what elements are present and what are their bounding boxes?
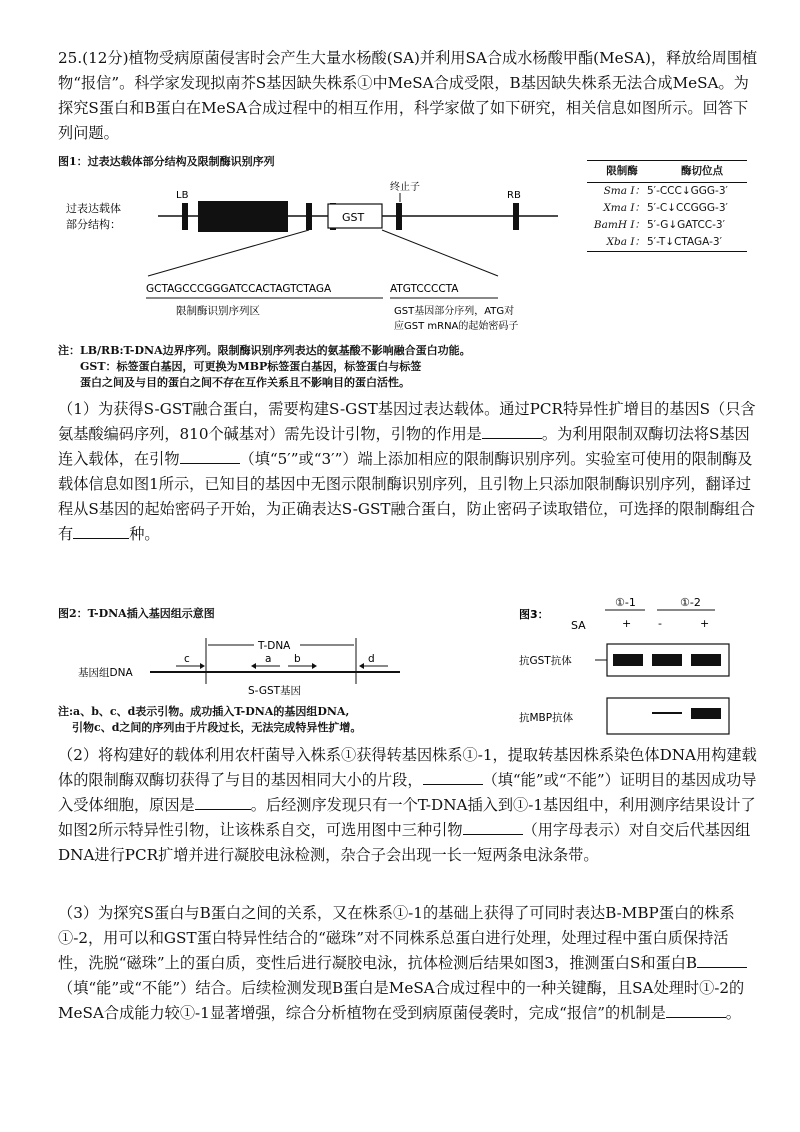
- enzyme-row: Sma I： 5′-CCC↓GGG-3′: [603, 185, 728, 197]
- answer-blank-2[interactable]: [180, 449, 240, 464]
- gst-antibody-label: 抗GST抗体: [519, 655, 572, 667]
- seq-left-label: 限制酶识别序列区: [176, 305, 260, 317]
- rb-label: RB: [507, 190, 521, 201]
- sgst-label: S-GST基因: [248, 685, 302, 697]
- question-intro: 25.(12分)植物受病原菌侵害时会产生大量水杨酸(SA)并利用SA合成水杨酸甲酯(MeSA)，释放给周围植物“报信”。科学家发现拟南芥S基因缺失株系①中MeSA合成受限，B基因缺失株系无法合成MeSA。为探究S蛋白和B蛋白在MeSA合成过程中的相互作用，科学家做了如下研究，相关信息如图所示。回答下列问题。: [58, 49, 758, 142]
- genome-label: 基因组DNA: [78, 667, 133, 679]
- seq-right-label-1: GST基因部分序列，ATG对: [394, 306, 515, 317]
- tdna-label: T-DNA: [258, 640, 291, 652]
- fig1-note-1: 注：LB/RB:T-DNA边界序列。限制酶识别序列表达的氨基酸不影响融合蛋白功能。: [58, 344, 471, 357]
- insert-mark-left: [306, 203, 312, 230]
- fig1-title: 图1：过表达载体部分结构及限制酶识别序列: [58, 155, 275, 168]
- primer-a-label: a: [265, 653, 272, 665]
- table-header-site: 酶切位点: [681, 165, 723, 177]
- gst-band-3: [691, 654, 721, 666]
- group2-label: ①-2: [680, 596, 701, 609]
- table-header-enzyme: 限制酶: [606, 165, 638, 177]
- fig2-title: 图2：T-DNA插入基因组示意图: [58, 607, 215, 620]
- enzyme-row: Xma I： 5′-C↓CCGGG-3′: [603, 202, 728, 214]
- fig1-vector-diagram: [58, 168, 588, 338]
- lb-mark: [182, 203, 188, 230]
- lane-2-sign: -: [658, 617, 662, 630]
- enzyme-row: BamH I： 5′-G↓GATCC-3′: [593, 219, 725, 231]
- question-1: （1）为获得S-GST融合蛋白，需要构建S-GST基因过表达载体。通过PCR特异性扩增目的基因S（只含氨基酸编码序列，810个碱基对）需先设计引物，引物的作用是 。为利用限制双酶切法将S基因连入载体，在引物 （填“5′”或“3′”）端上添加相应的限制酶识别序列。实验室可使用的限制酶及载体信息如图1所示，已知目的基因中无图示限制酶识别序列，且引物上只添加限制酶识别序列，翻译过程从S基因的起始密码子开始，为正确表达S-GST融合蛋白，防止密码子读取错位，可选择的限制酶组合有 种。: [58, 400, 756, 543]
- terminator-label: 终止子: [390, 182, 420, 193]
- gst-band-1: [613, 654, 643, 666]
- mbp-antibody-label: 抗MBP抗体: [519, 712, 574, 724]
- gst-label: GST: [342, 211, 365, 224]
- enzyme-table-header: [587, 160, 747, 183]
- fig1-note-3: 蛋白之间及与目的蛋白之间不存在互作关系且不影响目的蛋白活性。: [80, 376, 410, 389]
- fig1-note-2: GST：标签蛋白基因，可更换为MBP标签蛋白基因，标签蛋白与标签: [80, 360, 422, 373]
- primer-c-label: c: [184, 653, 190, 665]
- answer-blank-4[interactable]: [423, 770, 483, 785]
- answer-blank-8[interactable]: [666, 1003, 726, 1018]
- answer-blank-1[interactable]: [482, 424, 542, 439]
- enzyme-table: [587, 160, 747, 252]
- answer-blank-5[interactable]: [195, 795, 251, 810]
- gst-band-2: [652, 654, 682, 666]
- primer-b-label: b: [294, 653, 301, 665]
- lb-label: LB: [176, 190, 189, 201]
- primer-d-label: d: [368, 653, 375, 665]
- fig3-western-blot: [515, 592, 765, 742]
- terminator-mark: [396, 203, 402, 230]
- promoter-block: [198, 201, 288, 232]
- fig3-title: 图3：: [519, 608, 549, 621]
- lane-3-sign: +: [700, 617, 710, 630]
- answer-blank-3[interactable]: [73, 524, 129, 539]
- question-3: （3）为探究S蛋白与B蛋白之间的关系，又在株系①-1的基础上获得了可同时表达B-MBP蛋白的株系①-2，用可以和GST蛋白特异性结合的“磁珠”对不同株系总蛋白进行处理，处理过程中蛋白质保持活性，洗脱“磁珠”上的蛋白质，变性后进行凝胶电泳，抗体检测后结果如图3，推测蛋白S和蛋白B（填“能”或“不能”）结合。后续检测发现B蛋白是MeSA合成过程中的一种关键酶，且SA处理时①-2的MeSA合成能力较①-1显著增强，综合分析植物在受到病原菌侵袭时，完成“报信”的机制是 。: [58, 901, 758, 1026]
- mbp-band-3: [691, 708, 721, 719]
- question-2: （2）将构建好的载体利用农杆菌导入株系①获得转基因株系①-1，提取转基因株系染色体DNA用构建载体的限制酶双酶切获得了与目的基因相同大小的片段， （填“能”或“不能”）证明目的基因成功导入受体细胞，原因是 。后经测序发现只有一个T-DNA插入到①-1基因组中，利用测序结果设计了如图2所示特异性引物，让该株系自交，可选用图中三种引物 （用字母表示）对自交后代基因组DNA进行PCR扩增并进行凝胶电泳检测，杂合子会出现一长一短两条电泳条带。: [58, 746, 757, 864]
- mbp-band-2: [652, 712, 682, 714]
- sa-label: SA: [571, 619, 586, 632]
- fig2-note-2: 引物c、d之间的序列由于片段过长，无法完成特异性扩增。: [72, 721, 362, 734]
- vector-label-1: 过表达载体: [66, 202, 121, 215]
- fig2-note-1: 注:a、b、c、d表示引物。成功插入T-DNA的基因组DNA,: [58, 705, 350, 718]
- seq-right-label-2: 应GST mRNA的起始密码子: [394, 321, 519, 332]
- rb-mark: [513, 203, 519, 230]
- lane-1-sign: +: [622, 617, 632, 630]
- answer-blank-7[interactable]: [697, 953, 747, 968]
- fig2-diagram: [58, 630, 408, 702]
- vector-label-2: 部分结构：: [66, 218, 121, 231]
- seq-right: ATGTCCCCTA: [390, 283, 459, 295]
- answer-blank-6[interactable]: [463, 820, 523, 835]
- enzyme-row: Xba I： 5′-T↓CTAGA-3′: [587, 234, 747, 252]
- group1-label: ①-1: [615, 596, 636, 609]
- seq-left: GCTAGCCCGGGATCCACTAGTCTAGA: [146, 283, 332, 295]
